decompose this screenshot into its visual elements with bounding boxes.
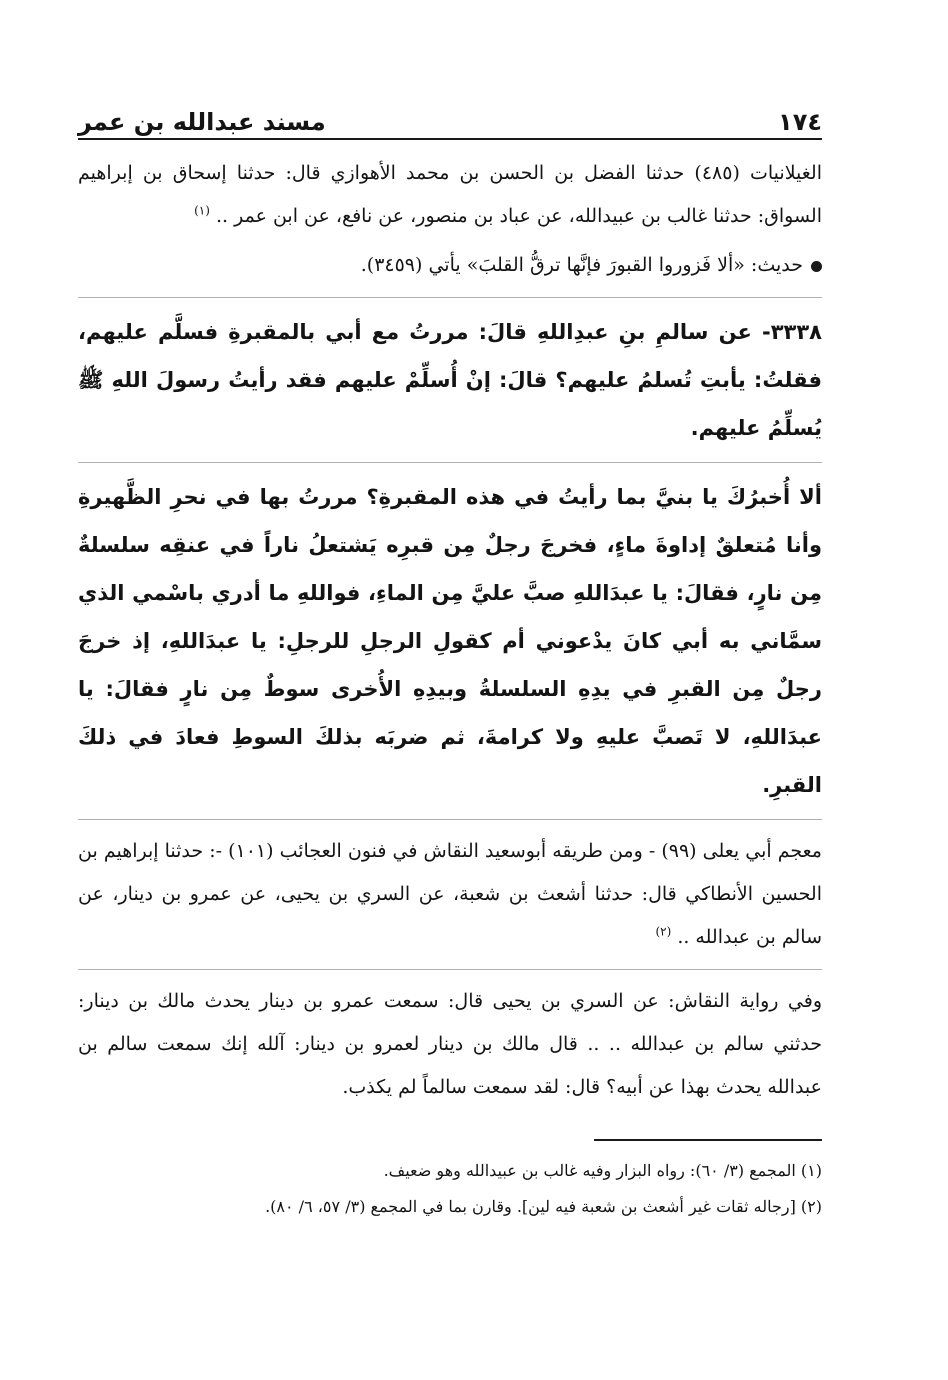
- source-text: معجم أبي يعلى (٩٩) - ومن طريقه أبوسعيد النقاش في فنون العجائب (١٠١) -: حدثنا إبراهيم بن الحسين الأنطاكي قال: حدثنا أشعث بن شعبة، عن السري بن يحيى، عن عمرو بن دينار، عن سالم بن عبدالله ..: [78, 840, 822, 948]
- section-separator: [78, 969, 822, 970]
- running-title: مسند عبدالله بن عمر: [78, 108, 326, 136]
- section-separator: [78, 297, 822, 298]
- source-paragraph-abu-yala: [78, 830, 822, 959]
- hadith-3338-intro: ٣٣٣٨- عن سالمِ بنِ عبدِاللهِ قالَ: مررتُ مع أبي بالمقبرةِ فسلَّم عليهم، فقلتُ: يأبتِ تُسلمُ عليهم؟ قالَ: إنْ أُسلِّمْ عليهم فقد رأيتُ رسولَ اللهِ ﷺ يُسلِّمُ عليهم.: [78, 320, 822, 440]
- footnote-2: (٢) [رجاله ثقات غير أشعث بن شعبة فيه لين]. وقارن بما في المجمع (٣/ ٥٧، ٦/ ٨٠).: [265, 1197, 822, 1216]
- hadith-3338-body: ألا أُخبرُكَ يا بنيَّ بما رأيتُ في هذه المقبرةِ؟ مررتُ بها في نحرِ الظَّهيرةِ وأنا مُتعلقٌ إداوةَ ماءٍ، فخرجَ رجلٌ مِن قبرِه يَشتعلُ ناراً في عنقِه سلسلةٌ مِن نارٍ، فقالَ: يا عبدَاللهِ صبَّ عليَّ مِن الماءِ، فواللهِ ما أدري باسْمي الذي سمَّاني به أبي كانَ يدْعوني أم كقولِ الرجلِ للرجلِ: يا عبدَاللهِ، إذ خرجَ رجلٌ مِن القبرِ في يدِهِ السلسلةُ وبيدِهِ الأُخرى سوطٌ مِن نارٍ فقالَ: يا عبدَاللهِ، لا تَصبَّ عليهِ ولا كرامةَ، ثم ضربَه بذلكَ السوطِ فعادَ في ذلكَ القبرِ.: [78, 485, 822, 797]
- footnote-ref-2: (٢): [655, 924, 672, 939]
- section-separator: [78, 819, 822, 820]
- running-header: [78, 96, 822, 136]
- footnote-rule: [594, 1139, 822, 1141]
- section-separator: [78, 462, 822, 463]
- book-page: [78, 96, 822, 1225]
- footnote-1: (١) المجمع (٣/ ٦٠): رواه البزار وفيه غالب بن عبيدالله وهو ضعيف.: [383, 1161, 822, 1180]
- source-paragraph-naqqash: وفي رواية النقاش: عن السري بن يحيى قال: سمعت عمرو بن دينار يحدث مالك بن دينار: حدثني سالم بن عبدالله .. .. قال مالك بن دينار لعمرو بن دينار: آلله إنك سمعت سالم بن عبدالله يحدث بهذا عن أبيه؟ قال: لقد سمعت سالماً لم يكذب.: [78, 990, 822, 1098]
- footnote-ref-1: (١): [194, 203, 210, 218]
- cross-reference-text: حديث: «ألا فَزوروا القبورَ فإنَّها ترقُّ القلبَ» يأتي (٣٤٥٩).: [360, 254, 803, 276]
- source-paragraph-ghaylaniyat: [78, 152, 822, 238]
- cross-reference-note: [78, 244, 822, 287]
- bullet-icon: [811, 261, 822, 272]
- source-text: الغيلانيات (٤٨٥) حدثنا الفضل بن الحسن بن محمد الأهوازي قال: حدثنا إسحاق بن إبراهيم السواق: حدثنا غالب بن عبيدالله، عن عباد بن منصور، عن نافع، عن ابن عمر ..: [78, 162, 822, 227]
- page-number: ١٧٤: [778, 108, 822, 136]
- footnotes: [78, 1153, 822, 1225]
- footnote-rule-wrap: [78, 1139, 822, 1141]
